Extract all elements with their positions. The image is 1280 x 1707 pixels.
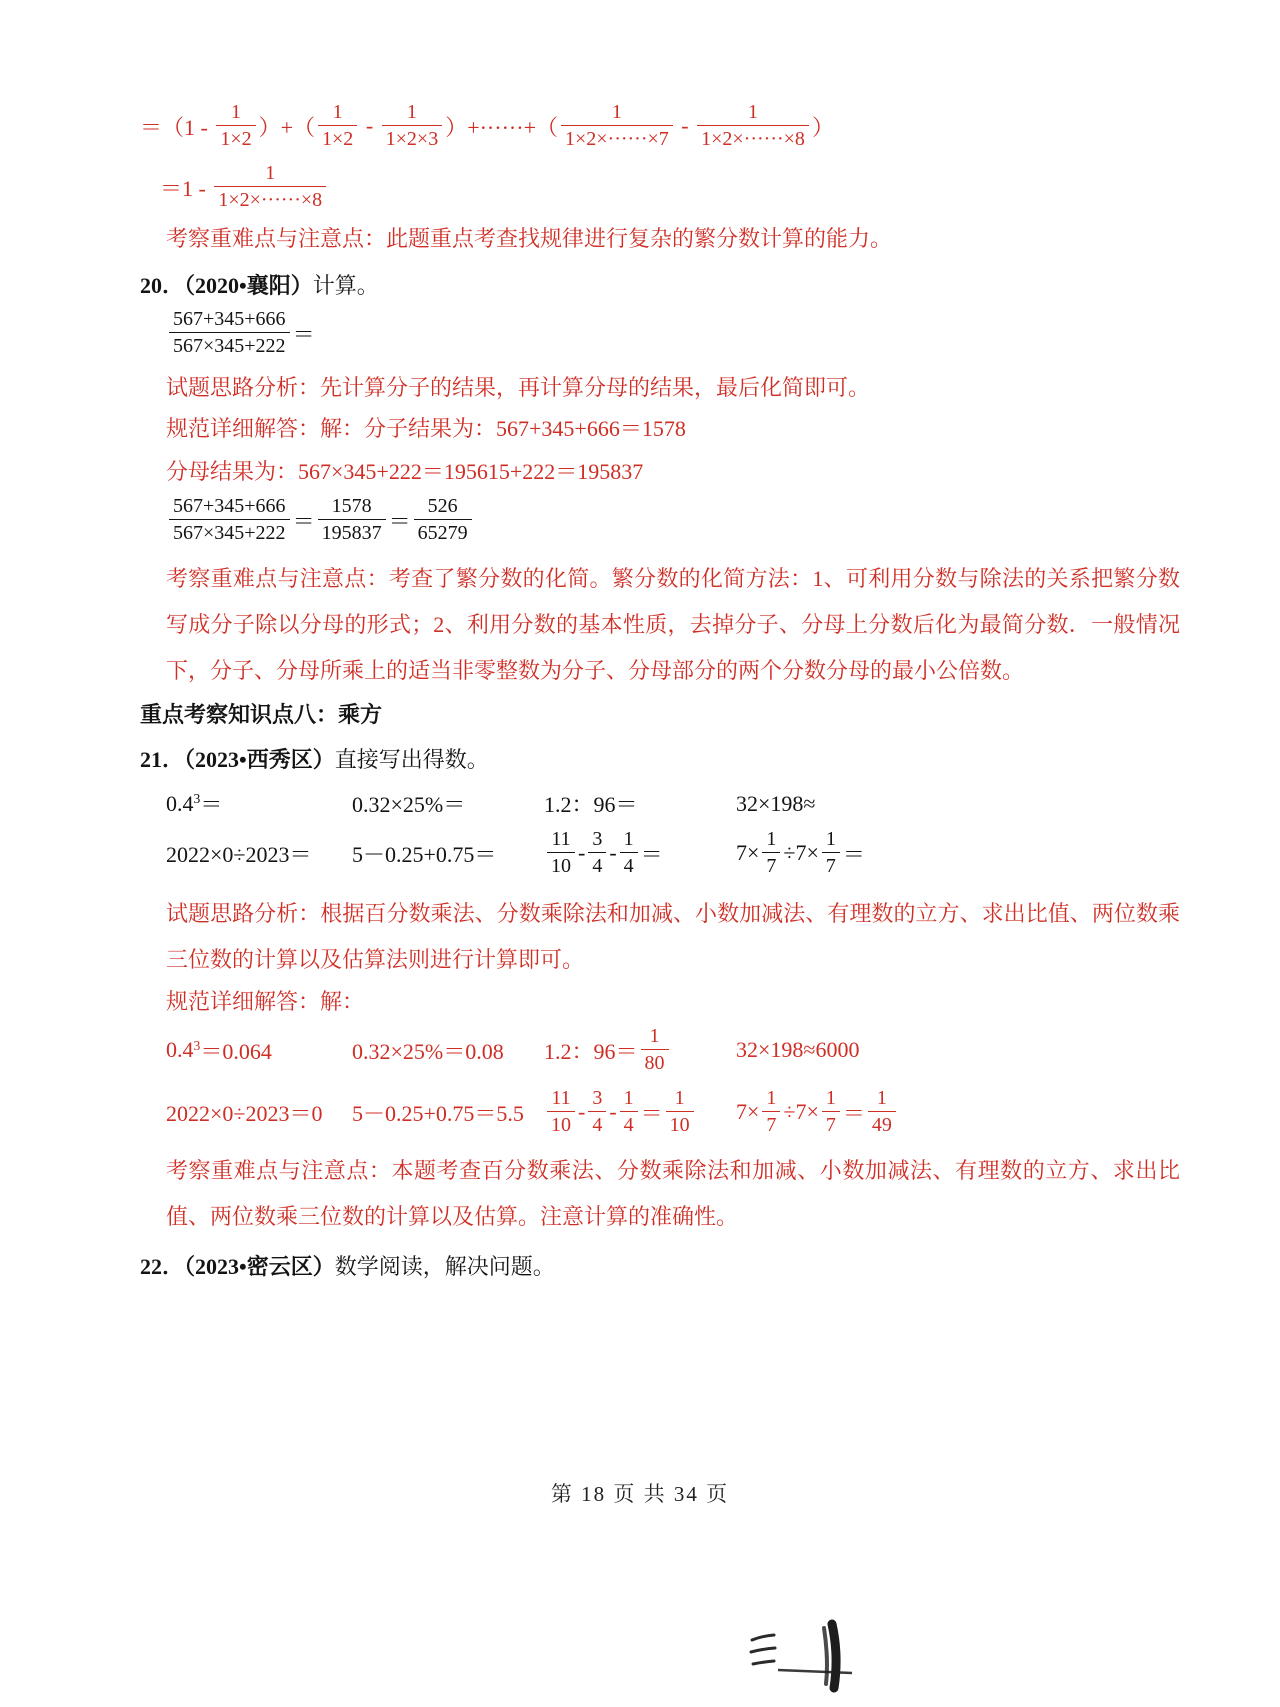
problem-21-row-1 [166,788,1180,819]
fraction-denominator: 4 [588,1111,606,1138]
fraction [169,494,290,546]
fraction [547,1086,575,1138]
key-point-line-19 [166,222,1180,253]
expression-column [544,827,736,879]
fraction [641,1024,669,1076]
fraction-denominator: 4 [620,1111,638,1138]
expression-column [544,1024,736,1076]
text-run: ＝ [640,841,663,867]
text-run: ＝ [842,841,865,867]
fraction-numerator: 567+345+666 [173,308,286,330]
expression-column [544,788,736,819]
fraction-numerator: 1 [825,828,836,850]
problem-20-expression [166,307,1180,359]
text-run: 2022×0÷2023＝ [166,841,312,867]
fraction [318,100,357,152]
text-run: ）+（ [258,114,316,140]
fraction [214,161,326,213]
text-run: 试题思路分析：根据百分数乘法、分数乘除法和加减、小数加减法、有理数的立方、求出比值、两位数乘三位数的计算以及估算法则进行计算即可。 [166,901,1180,972]
fraction-numerator: 1 [649,1025,660,1047]
expression-column [736,791,1180,817]
fraction-denominator: 7 [822,852,840,879]
key-point-paragraph-21 [166,1148,1180,1240]
ink-scribble-mark [748,1618,858,1696]
expression-column [352,838,544,869]
text-run: 7× [736,1099,760,1124]
fraction-denominator: 195837 [318,519,386,546]
expression-column [166,838,352,869]
expression-column [736,827,1180,879]
expression-column [166,788,352,819]
fraction-denominator: 567×345+222 [169,332,290,359]
superscript: 3 [193,791,201,806]
formula-line-1 [140,100,1180,152]
fraction-numerator: 1 [611,101,622,123]
analysis-paragraph-21 [166,891,1180,983]
key-point-paragraph-20 [166,556,1180,694]
fraction-numerator: 1 [876,1087,887,1109]
text-run: 1.2：96＝ [544,1038,638,1064]
bold-text-run: 20．（2020•襄阳） [140,273,313,298]
expression-column [736,1037,1180,1063]
fraction-denominator: 567×345+222 [169,519,290,546]
fraction [762,1086,780,1138]
solution-line-20-2 [166,455,1180,486]
text-run: 0.4 [166,1037,194,1062]
text-run: ＝ [640,1100,663,1126]
fraction-denominator: 1×2×······×8 [697,125,809,152]
text-run: 7× [736,840,760,865]
text-run: 0.32×25%＝ [352,792,466,817]
fraction-numerator: 526 [427,495,458,517]
fraction-numerator: 1 [766,1087,777,1109]
fraction-denominator: 49 [868,1111,896,1138]
fraction [216,100,255,152]
fraction [169,307,290,359]
fraction-numerator: 1 [623,1087,634,1109]
fraction-numerator: 1 [674,1087,685,1109]
text-run: ＝ [842,1100,865,1126]
text-run: ＝（1 - [140,114,214,140]
text-run: ÷7× [783,1099,819,1124]
problem-21-row-2 [166,827,1180,879]
fraction-numerator: 11 [551,828,571,850]
expression-column [166,1035,352,1066]
expression-column [166,1097,352,1128]
text-run: 规范详细解答：解：分子结果为：567+345+666＝1578 [166,416,686,441]
fraction-numerator: 1 [265,162,276,184]
text-run: 试题思路分析：先计算分子的结果，再计算分母的结果，最后化简即可。 [166,375,871,400]
text-run: 0.4 [166,790,194,816]
text-run: 32×198≈ [736,790,816,816]
text-run: 考察重难点与注意点：此题重点考查找规律进行复杂的繁分数计算的能力。 [166,226,893,251]
fraction [666,1086,694,1138]
text-run: ＝ [292,321,315,347]
fraction-numerator: 1 [406,101,417,123]
fraction [561,100,673,152]
expression-column [352,1097,544,1128]
fraction-numerator: 1 [825,1087,836,1109]
text-run: 考察重难点与注意点：本题考查百分数乘法、分数乘除法和加减、小数加减法、有理数的立方、求出比值、两位数乘三位数的计算以及估算。注意计算的准确性。 [166,1158,1180,1229]
expression-column [352,788,544,819]
formula-line-2 [160,161,1180,213]
fraction [762,827,780,879]
text-run: - [578,1099,586,1124]
text-run: - [578,840,586,865]
section-heading-8 [140,698,1180,729]
answer-row-1 [166,1024,1180,1076]
fraction-numerator: 1 [623,828,634,850]
fraction-denominator: 7 [762,852,780,879]
solution-header-21 [166,985,1180,1016]
bold-text-run: 22．（2023•密云区） [140,1254,335,1279]
text-run: 数学阅读，解决问题。 [334,1254,555,1279]
text-run: 32×198≈6000 [736,1037,860,1062]
text-run: 5－0.25+0.75＝5.5 [352,1100,524,1126]
text-run: 考察重难点与注意点：考查了繁分数的化简。繁分数的化简方法：1、可利用分数与除法的关系把繁分数写成分子除以分母的形式；2、利用分数的基本性质，去掉分子、分母上分数后化为最简分数．一般情况下，分子、分母所乘上的适当非零整数为分子、分母部分的两个分数分母的最小公倍数。 [166,566,1180,683]
fraction-denominator: 1×2×······×8 [214,186,326,213]
fraction-numerator: 3 [592,1087,603,1109]
text-run: 规范详细解答：解： [166,989,365,1014]
analysis-line-20 [166,371,1180,402]
text-run: ） [811,114,834,140]
fraction-numerator: 1 [332,101,343,123]
bold-text-run: 重点考察知识点八：乘方 [140,702,383,727]
bold-text-run: 21．（2023•西秀区） [140,747,335,772]
text-run: - [609,1099,617,1124]
fraction-denominator: 7 [822,1111,840,1138]
fraction-numerator: 1 [230,101,241,123]
fraction-denominator: 10 [547,852,575,879]
fraction [620,827,638,879]
solution-expression-20 [166,494,1180,546]
text-run: 5－0.25+0.75＝ [352,841,497,867]
fraction-denominator: 1×2 [216,125,255,152]
fraction-denominator: 10 [547,1111,575,1138]
text-run: ＝0.064 [200,1038,272,1064]
fraction [588,827,606,879]
fraction-denominator: 7 [762,1111,780,1138]
text-run: 计算。 [312,273,379,298]
page-footer: 第 18 页 共 34 页 [550,1482,730,1506]
text-run: ＝ [292,508,315,534]
fraction [868,1086,896,1138]
text-run: ＝ [388,508,411,534]
fraction-numerator: 11 [551,1087,571,1109]
answer-row-2 [166,1086,1180,1138]
fraction [588,1086,606,1138]
text-run: 0.32×25%＝0.08 [352,1038,504,1064]
fraction [620,1086,638,1138]
fraction [822,1086,840,1138]
text-run: ÷7× [783,840,819,865]
fraction-numerator: 1 [748,101,759,123]
text-run: 1.2：96＝ [544,792,638,817]
text-run: 2022×0÷2023＝0 [166,1100,323,1126]
fraction-denominator: 4 [620,852,638,879]
fraction-numerator: 1578 [331,495,372,517]
fraction [414,494,472,546]
problem-22-header [140,1250,1180,1281]
problem-21-header [140,743,1180,774]
text-run: ）+······+（ [445,114,558,140]
fraction [382,100,443,152]
fraction-denominator: 1×2 [318,125,357,152]
problem-20-header [140,269,1180,300]
expression-column [544,1086,736,1138]
text-run: 分母结果为：567×345+222＝195615+222＝195837 [166,459,644,484]
text-run: - [675,113,695,138]
fraction-denominator: 1×2×······×7 [561,125,673,152]
fraction [697,100,809,152]
text-run: ＝ [200,792,223,817]
text-run: 直接写出得数。 [334,747,489,772]
expression-column [352,1035,544,1066]
expression-column [736,1086,1180,1138]
fraction-denominator: 10 [666,1111,694,1138]
fraction [547,827,575,879]
text-run: ＝1 - [160,175,212,201]
solution-line-20-1 [166,412,1180,443]
fraction-denominator: 4 [588,852,606,879]
fraction-denominator: 1×2×3 [382,125,443,152]
fraction-numerator: 567+345+666 [173,495,286,517]
superscript: 3 [193,1037,201,1053]
fraction-numerator: 1 [766,828,777,850]
fraction-numerator: 3 [592,828,603,850]
text-run: - [609,840,617,865]
text-run: - [360,113,379,138]
fraction-denominator: 65279 [414,519,472,546]
fraction [318,494,386,546]
fraction-denominator: 80 [641,1049,669,1076]
fraction [822,827,840,879]
